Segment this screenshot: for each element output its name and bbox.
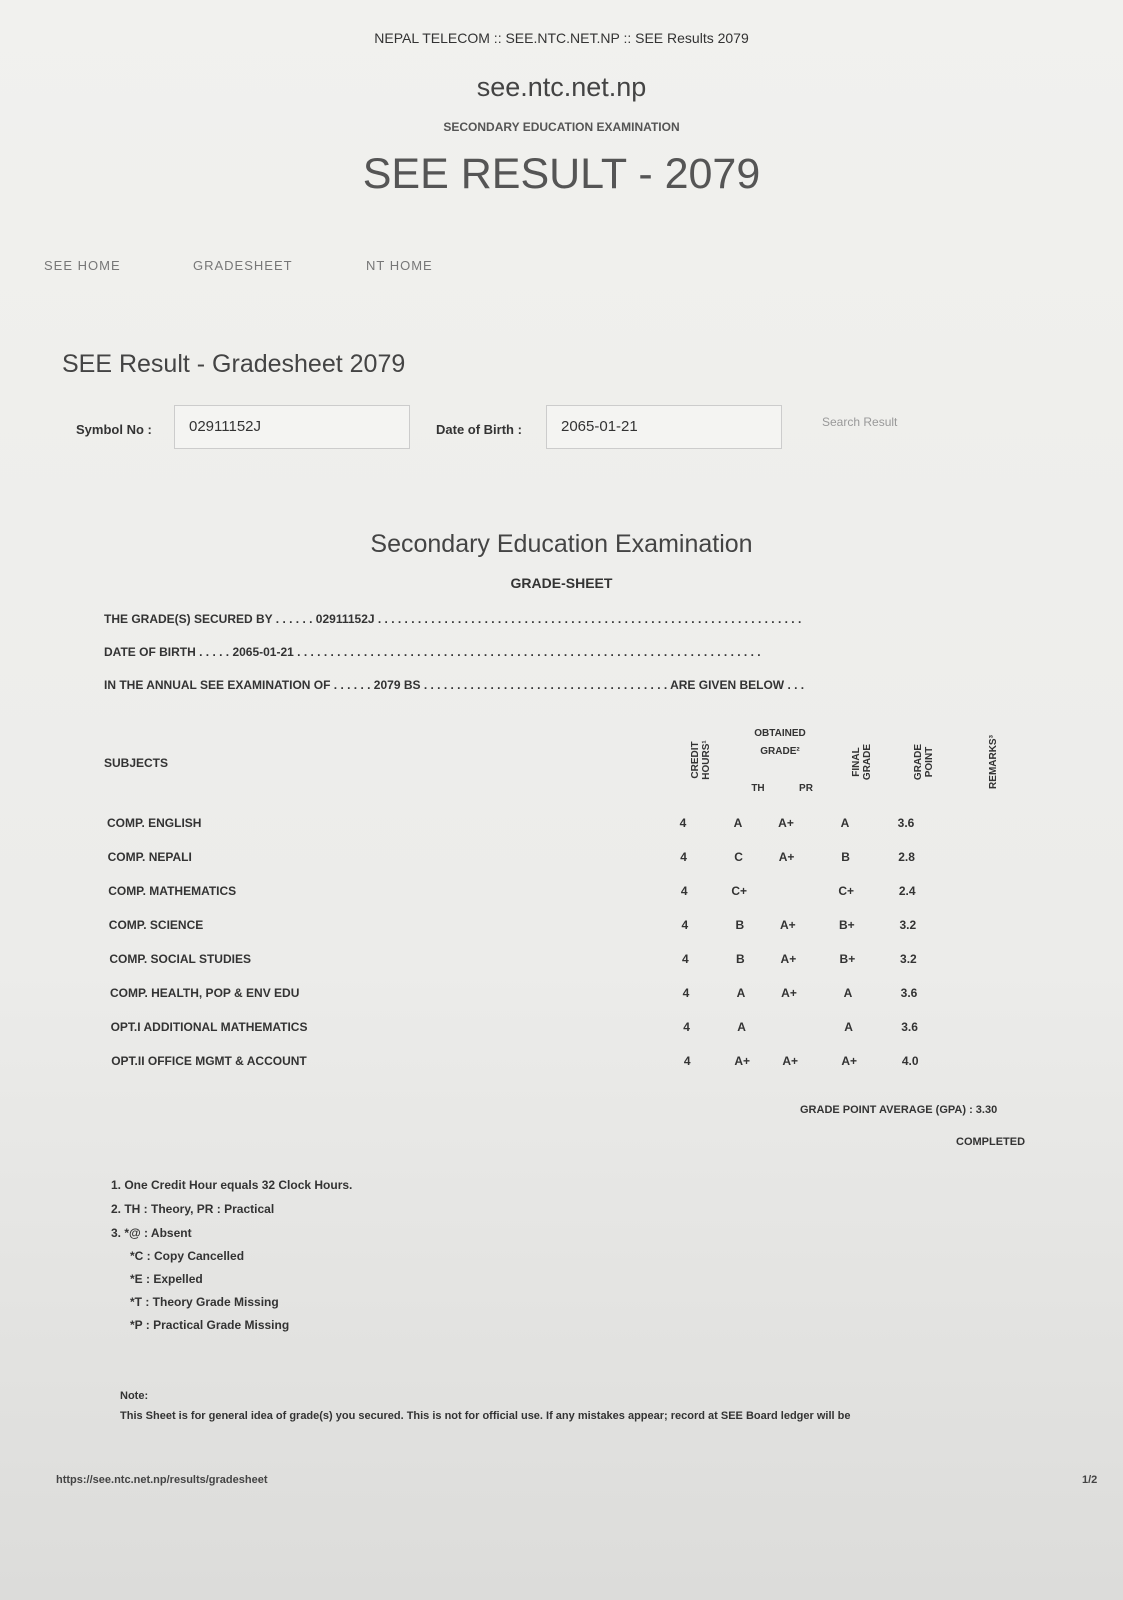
subject-cell: COMP. SCIENCE: [108, 918, 204, 932]
symbol-input[interactable]: 02911152J: [174, 405, 410, 449]
nav-gradesheet[interactable]: GRADESHEET: [193, 258, 293, 273]
subject-cell: OPT.I ADDITIONAL MATHEMATICS: [110, 1020, 308, 1034]
footnote: *T : Theory Grade Missing: [130, 1295, 279, 1309]
grade-point-cell: 3.2: [900, 952, 917, 966]
final-grade-cell: B+: [838, 918, 855, 932]
th-header: TH: [751, 783, 765, 794]
grade-point-cell: 2.4: [898, 884, 916, 898]
grade-header: GRADE²: [760, 746, 800, 757]
subject-cell: COMP. MATHEMATICS: [108, 884, 237, 898]
remarks-header: REMARKS³: [988, 735, 999, 789]
grade-point-cell: 2.8: [898, 850, 915, 864]
credit-hours-cell: 4: [681, 918, 689, 932]
grade-point-cell: 3.2: [899, 918, 917, 932]
table-row: [0, 884, 1123, 904]
final-grade-cell: B: [841, 850, 850, 864]
table-row: [0, 816, 1123, 836]
footnote: 2. TH : Theory, PR : Practical: [111, 1202, 275, 1216]
dob-input[interactable]: 2065-01-21: [546, 405, 782, 449]
th-grade-cell: B: [736, 952, 745, 966]
final-grade-cell: A: [844, 1020, 853, 1034]
table-row: [0, 918, 1123, 938]
pr-grade-cell: A+: [779, 918, 796, 932]
footnote: 1. One Credit Hour equals 32 Clock Hours.: [111, 1178, 353, 1192]
subject-cell: OPT.II OFFICE MGMT & ACCOUNT: [111, 1054, 307, 1068]
table-row: [0, 952, 1123, 972]
th-grade-cell: C+: [731, 884, 748, 898]
symbol-label: Symbol No :: [76, 422, 152, 437]
grade-point-cell: 4.0: [901, 1054, 919, 1068]
pr-header: PR: [799, 783, 813, 794]
grade-point-cell: 3.6: [901, 1020, 918, 1034]
subject-cell: COMP. NEPALI: [107, 850, 192, 864]
credit-hours-cell: 4: [683, 1054, 691, 1068]
th-grade-cell: B: [735, 918, 745, 932]
secured-by-line: THE GRADE(S) SECURED BY . . . . . . 02911152J . . . . . . . . . . . . . . . . . . . . . . . . . . . . . . . . . . . . . . . . . . . . . . . . . . . . . . . . . . . . . . . .: [104, 612, 802, 626]
note-heading: Note:: [120, 1390, 149, 1402]
nav-nt-home[interactable]: NT HOME: [366, 258, 433, 273]
search-result-button[interactable]: Search Result: [822, 415, 898, 429]
pr-grade-cell: A+: [778, 850, 795, 864]
footnote: 3. *@ : Absent: [111, 1226, 192, 1240]
dob-label: Date of Birth :: [436, 422, 522, 437]
table-row: [0, 986, 1123, 1006]
subject-cell: COMP. HEALTH, POP & ENV EDU: [110, 986, 300, 1000]
subjects-header: SUBJECTS: [104, 756, 169, 770]
final-grade-cell: A: [840, 816, 850, 830]
page-number: 1/2: [1082, 1474, 1098, 1486]
footnote: *E : Expelled: [130, 1272, 203, 1286]
site-name: see.ntc.net.np: [476, 72, 647, 102]
table-row: [0, 1020, 1123, 1040]
gpa-value: GRADE POINT AVERAGE (GPA) : 3.30: [800, 1104, 998, 1116]
result-status: COMPLETED: [956, 1136, 1026, 1148]
pr-grade-cell: A+: [778, 816, 794, 830]
main-title: SEE RESULT - 2079: [362, 150, 761, 198]
th-grade-cell: A+: [734, 1054, 751, 1068]
page-title: SEE Result - Gradesheet 2079: [62, 350, 406, 378]
footnote: *C : Copy Cancelled: [130, 1249, 245, 1263]
th-grade-cell: A: [737, 1020, 746, 1034]
grade-sheet-title: GRADE-SHEET: [510, 575, 613, 591]
final-grade-cell: A+: [841, 1054, 858, 1068]
pr-grade-cell: A+: [780, 952, 797, 966]
credit-hours-header: CREDIT HOURS¹: [690, 740, 712, 780]
final-grade-cell: A: [843, 986, 853, 1000]
final-grade-cell: C+: [838, 884, 855, 898]
credit-hours-cell: 4: [683, 1020, 690, 1034]
table-row: [0, 1054, 1123, 1074]
final-grade-cell: B+: [839, 952, 856, 966]
grade-point-cell: 3.6: [897, 816, 915, 830]
th-grade-cell: C: [734, 850, 743, 864]
grade-point-cell: 3.6: [900, 986, 918, 1000]
credit-hours-cell: 4: [680, 884, 688, 898]
browser-title: NEPAL TELECOM :: SEE.NTC.NET.NP :: SEE Results 2079: [374, 30, 749, 46]
obtained-header: OBTAINED: [754, 728, 806, 739]
exam-line: IN THE ANNUAL SEE EXAMINATION OF . . . . . . 2079 BS . . . . . . . . . . . . . . . . . . . . . . . . . . . . . . . . . . . . . ARE GIVEN BELOW . . .: [104, 678, 805, 692]
credit-hours-cell: 4: [682, 952, 689, 966]
subject-cell: COMP. ENGLISH: [107, 816, 202, 830]
exam-title: Secondary Education Examination: [370, 530, 753, 558]
dob-line: DATE OF BIRTH . . . . . 2065-01-21 . . . . . . . . . . . . . . . . . . . . . . . . . . . . . . . . . . . . . . . . . . . . . . . . . . . . . . . . . . . . . . . . . . . . . .: [104, 645, 761, 659]
credit-hours-cell: 4: [682, 986, 690, 1000]
th-grade-cell: A: [733, 816, 743, 830]
site-subtitle: SECONDARY EDUCATION EXAMINATION: [443, 120, 680, 134]
table-row: [0, 850, 1123, 870]
credit-hours-cell: 4: [680, 850, 687, 864]
subject-cell: COMP. SOCIAL STUDIES: [109, 952, 251, 966]
footnote: *P : Practical Grade Missing: [130, 1318, 290, 1332]
footer-url: https://see.ntc.net.np/results/gradesheet: [56, 1474, 268, 1486]
note-text: This Sheet is for general idea of grade(s) you secured. This is not for official use. If any mistakes appear; record at SEE Board ledger will be: [120, 1410, 851, 1422]
pr-grade-cell: A+: [782, 1054, 799, 1068]
pr-grade-cell: A+: [781, 986, 797, 1000]
credit-hours-cell: 4: [679, 816, 687, 830]
nav-see-home[interactable]: SEE HOME: [44, 258, 121, 273]
grade-point-header: GRADE POINT: [913, 743, 935, 781]
final-grade-header: FINAL GRADE: [851, 743, 873, 781]
th-grade-cell: A: [736, 986, 746, 1000]
